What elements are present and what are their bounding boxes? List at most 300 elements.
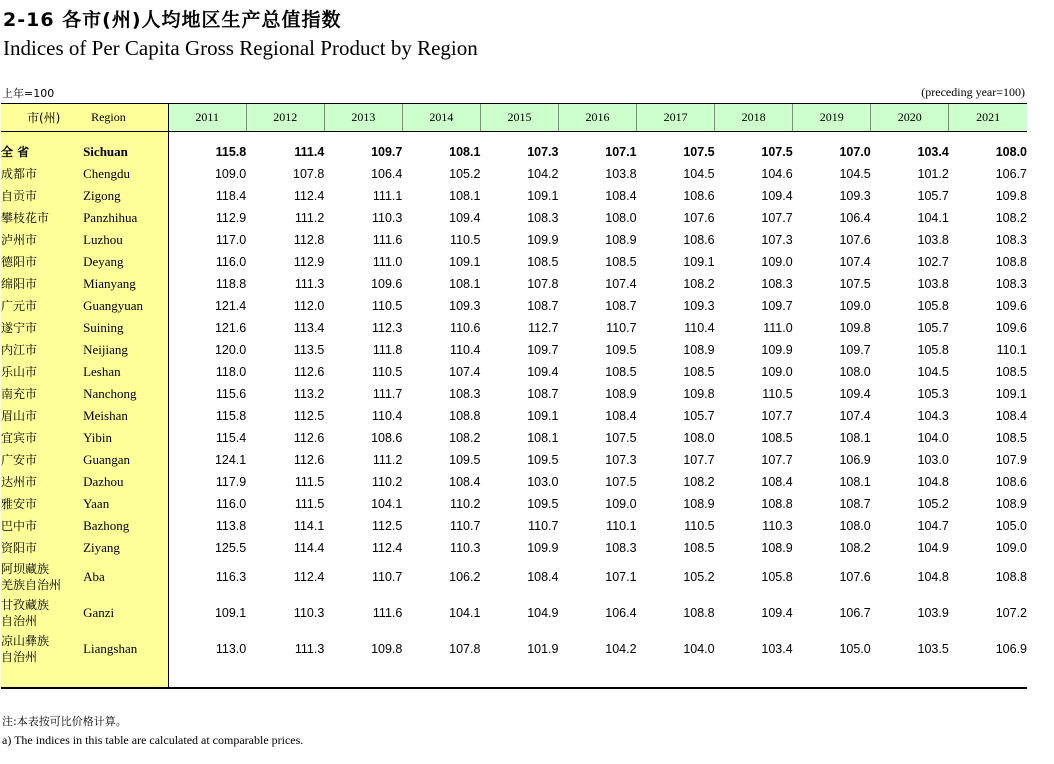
index-value-cell: 110.5 [371,365,403,379]
index-value-cell: 107.6 [683,211,715,225]
index-value-cell: 112.6 [293,365,325,379]
index-value-cell: 110.5 [762,387,793,401]
index-value-cell: 108.5 [761,431,793,445]
index-value-cell: 104.0 [917,431,949,445]
index-value-cell: 110.7 [371,570,403,584]
index-value-cell: 109.1 [214,606,247,620]
index-value-cell: 103.4 [761,642,793,656]
index-value-cell: 108.5 [995,431,1027,445]
region-name-cn-line: 羌族自治州 [1,578,62,592]
index-value-cell: 104.5 [683,167,715,181]
index-value-cell: 104.1 [371,497,403,511]
index-value-cell: 105.2 [917,497,949,511]
region-name-en: Suining [83,317,168,339]
index-value-cell: 108.5 [605,255,637,269]
index-value-cell: 109.6 [371,277,403,291]
index-value-cell: 121.6 [214,321,247,335]
table-row [1,471,1027,493]
table-row [1,295,1027,317]
index-value-cell: 109.6 [995,321,1027,335]
index-value-cell: 107.4 [839,255,871,269]
index-value-cell: 109.3 [683,299,715,313]
region-name-cn-line: 广元市 [1,299,38,313]
index-value-cell: 101.2 [917,167,949,181]
region-name-cn [1,595,83,631]
index-value-cell: 109.9 [761,343,793,357]
index-value-cell: 108.6 [995,475,1027,489]
index-value-cell: 109.1 [527,189,559,203]
index-value-cell: 104.5 [839,167,871,181]
index-value-cell: 107.5 [605,431,637,445]
index-value-cell: 105.0 [995,519,1027,533]
footnote-en: a) The indices in this table are calculated at comparable prices. [2,733,304,747]
region-name-cn-line: 德阳市 [1,255,38,269]
index-value-cell: 111.8 [372,343,403,357]
index-value-cell: 108.4 [761,475,793,489]
index-value-cell: 108.8 [683,606,715,620]
table-row [1,595,1027,631]
index-value-cell: 108.1 [449,145,481,159]
index-value-cell: 107.5 [761,145,793,159]
index-value-cell: 109.0 [995,541,1027,555]
index-value-cell: 112.4 [293,189,325,203]
table-row [1,515,1027,537]
index-value-cell: 108.9 [605,233,637,247]
index-value-cell: 106.2 [449,570,481,584]
index-value-cell: 108.3 [995,233,1027,247]
region-name-cn-line: 雅安市 [1,497,38,511]
column-header-region-en: Region [83,104,168,132]
table-row [1,207,1027,229]
index-value-cell: 105.7 [917,321,949,335]
index-value-cell: 108.4 [995,409,1027,423]
index-value-cell: 109.6 [995,299,1027,313]
index-value-cell: 109.5 [605,343,637,357]
index-value-cell: 108.2 [683,475,715,489]
index-value-cell: 125.5 [214,541,247,555]
index-value-cell: 111.5 [294,497,325,511]
region-name-en: Neijiang [83,339,168,361]
index-value-cell: 107.4 [449,365,481,379]
table-bottom-rule [1,667,1027,688]
index-value-cell: 108.8 [995,255,1027,269]
index-value-cell: 112.6 [293,453,325,467]
values-column-filler [168,667,1027,688]
index-value-cell: 117.9 [215,475,247,489]
region-column-filler [83,667,168,688]
index-value-cell: 108.2 [683,277,715,291]
region-name-en: Yibin [83,427,168,449]
index-value-cell: 107.6 [839,570,871,584]
index-value-cell: 110.7 [528,519,559,533]
table-row [1,631,1027,667]
index-value-cell: 104.9 [527,606,559,620]
table-row [1,339,1027,361]
index-value-cell: 112.8 [293,233,325,247]
index-value-cell: 102.7 [917,255,949,269]
index-value-cell: 109.8 [371,642,403,656]
region-name-cn [1,361,83,383]
index-value-cell: 105.8 [917,343,949,357]
index-value-cell: 108.1 [449,189,481,203]
index-value-cell: 109.3 [839,189,871,203]
index-value-cell: 109.7 [839,343,871,357]
index-value-cell: 105.0 [839,642,871,656]
page-title-en: Indices of Per Capita Gross Regional Product by Region [3,36,478,60]
index-value-cell: 110.3 [450,541,481,555]
region-name-en: Ziyang [83,537,168,559]
index-value-cell: 111.3 [294,277,325,291]
region-name-cn [1,295,83,317]
index-value-cell: 108.7 [527,387,559,401]
region-name-en: Sichuan [83,132,168,164]
region-name-en: Aba [83,559,168,595]
index-value-cell: 108.9 [995,497,1027,511]
index-value-cell: 103.0 [527,475,559,489]
region-name-cn [1,449,83,471]
column-header-year: 2014 [402,104,480,132]
index-value-cell: 112.0 [293,299,325,313]
index-value-cell: 108.1 [449,277,481,291]
index-value-cell: 111.6 [372,606,403,620]
index-value-cell: 111.0 [763,321,793,335]
region-name-cn [1,471,83,493]
region-name-cn [1,317,83,339]
region-name-en: Meishan [83,405,168,427]
index-value-cell: 118.0 [215,365,247,379]
index-value-cell: 105.2 [683,570,715,584]
index-value-cell: 108.5 [995,365,1027,379]
index-value-cell: 111.6 [372,233,403,247]
index-value-cell: 121.4 [214,299,247,313]
index-value-cell: 108.0 [683,431,715,445]
index-value-cell: 124.1 [214,453,247,467]
index-value-cell: 109.0 [214,167,247,181]
index-value-cell: 110.2 [450,497,481,511]
index-value-cell: 117.0 [215,233,247,247]
index-value-cell: 104.6 [761,167,793,181]
index-value-cell: 109.3 [449,299,481,313]
index-value-cell: 108.1 [527,431,559,445]
table-body [1,132,1027,689]
table-row [1,427,1027,449]
region-name-cn [1,185,83,207]
index-value-cell: 106.4 [371,167,403,181]
index-value-cell: 109.4 [839,387,871,401]
index-value-cell: 108.3 [605,541,637,555]
index-value-cell: 104.5 [917,365,949,379]
region-name-cn-line: 绵阳市 [1,277,38,291]
index-value-cell: 111.2 [294,211,325,225]
index-value-cell: 108.8 [761,497,793,511]
table-row [1,163,1027,185]
index-value-cell: 109.0 [761,255,793,269]
index-value-cell: 110.3 [371,211,403,225]
index-value-cell: 108.9 [683,497,715,511]
index-value-cell: 108.5 [683,541,715,555]
region-name-cn-line: 泸州市 [1,233,38,247]
index-value-cell: 108.7 [527,299,559,313]
region-name-cn-line: 乐山市 [1,365,38,379]
index-value-cell: 108.1 [839,431,871,445]
index-value-cell: 107.0 [839,145,871,159]
column-header-year: 2017 [637,104,715,132]
index-value-cell: 107.5 [839,277,871,291]
region-name-en: Ganzi [83,595,168,631]
index-value-cell: 108.6 [683,189,715,203]
index-value-cell: 106.9 [995,642,1027,656]
region-name-cn-line: 达州市 [1,475,38,489]
index-value-cell: 112.3 [371,321,403,335]
region-column-filler [1,667,83,688]
region-name-cn [1,537,83,559]
index-value-cell: 105.8 [761,570,793,584]
index-value-cell: 110.1 [606,519,637,533]
index-value-cell: 107.3 [761,233,793,247]
region-name-cn [1,515,83,537]
table-row [1,405,1027,427]
index-value-cell: 109.0 [605,497,637,511]
index-value-cell: 106.7 [995,167,1027,181]
region-name-cn [1,163,83,185]
index-value-cell: 113.4 [293,321,325,335]
index-value-cell: 106.4 [605,606,637,620]
index-value-cell: 115.4 [215,431,247,445]
index-value-cell: 107.5 [683,145,715,159]
index-value-cell: 108.9 [761,541,793,555]
index-value-cell: 107.3 [605,453,637,467]
region-name-cn [1,427,83,449]
region-name-cn [1,251,83,273]
index-value-cell: 110.4 [684,321,715,335]
index-value-cell: 109.1 [683,255,715,269]
region-name-cn [1,383,83,405]
index-value-cell: 109.4 [761,606,793,620]
index-value-cell: 110.7 [606,321,637,335]
index-value-cell: 116.3 [215,570,247,584]
index-value-cell: 108.0 [839,519,871,533]
index-value-cell: 109.7 [527,343,559,357]
region-name-cn [1,631,83,667]
index-value-cell: 108.3 [527,211,559,225]
index-value-cell: 105.8 [917,299,949,313]
index-value-cell: 109.4 [761,189,793,203]
index-value-cell: 103.8 [605,167,637,181]
column-header-year: 2011 [168,104,246,132]
table-row [1,383,1027,405]
index-value-cell: 112.7 [528,321,559,335]
index-value-cell: 110.5 [450,233,481,247]
index-value-cell: 105.2 [449,167,481,181]
index-value-cell: 116.0 [215,255,247,269]
index-value-cell: 110.4 [371,409,403,423]
region-name-cn-line: 成都市 [1,167,38,181]
region-name-cn [1,273,83,295]
index-value-cell: 112.9 [215,211,247,225]
index-value-cell: 104.2 [605,642,637,656]
index-value-cell: 104.2 [527,167,559,181]
index-value-cell: 109.0 [761,365,793,379]
table-row [1,361,1027,383]
region-name-cn-line: 巴中市 [1,519,38,533]
index-value-cell: 112.5 [293,409,325,423]
table-row [1,273,1027,295]
index-value-cell: 114.4 [293,541,325,555]
table-row [1,251,1027,273]
table-row-total [1,132,1027,164]
index-value-cell: 116.0 [215,497,247,511]
index-value-cell: 107.1 [605,570,637,584]
index-value-cell: 108.4 [527,570,559,584]
region-name-en: Mianyang [83,273,168,295]
table-row [1,493,1027,515]
region-name-cn [1,229,83,251]
index-value-cell: 110.6 [450,321,481,335]
column-header-year: 2016 [558,104,636,132]
region-name-cn-line: 眉山市 [1,409,38,423]
table-row [1,537,1027,559]
index-value-cell: 115.8 [215,145,247,159]
index-value-cell: 108.3 [995,277,1027,291]
index-value-cell: 108.0 [995,145,1027,159]
index-value-cell: 111.4 [294,145,325,159]
column-header-year: 2020 [871,104,949,132]
region-name-cn [1,207,83,229]
region-name-cn-line: 攀枝花市 [1,211,50,225]
unit-note-en: (preceding year=100) [921,85,1025,99]
index-value-cell: 109.5 [527,453,559,467]
index-value-cell: 103.4 [917,145,949,159]
index-value-cell: 112.4 [293,570,325,584]
region-name-cn-line: 阿坝藏族 [1,562,50,576]
index-value-cell: 108.7 [605,299,637,313]
index-value-cell: 108.2 [839,541,871,555]
index-value-cell: 108.9 [683,343,715,357]
index-value-cell: 106.4 [839,211,871,225]
region-name-en: Nanchong [83,383,168,405]
index-value-cell: 107.7 [761,453,793,467]
index-value-cell: 113.5 [293,343,325,357]
index-value-cell: 110.2 [371,475,403,489]
index-value-cell: 115.8 [215,409,247,423]
table-row [1,317,1027,339]
index-value-cell: 111.5 [294,475,325,489]
table-row [1,449,1027,471]
index-value-cell: 107.3 [527,145,559,159]
table-row [1,185,1027,207]
index-value-cell: 112.5 [371,519,403,533]
index-value-cell: 111.0 [372,255,403,269]
unit-note-cn: 上年=100 [2,87,55,100]
region-name-en: Luzhou [83,229,168,251]
index-value-cell: 107.7 [761,409,793,423]
index-value-cell: 110.1 [996,343,1027,357]
column-header-year: 2021 [949,104,1027,132]
index-value-cell: 109.8 [995,189,1027,203]
table-header-row [1,104,1027,132]
index-value-cell: 105.7 [917,189,949,203]
region-name-cn [1,405,83,427]
region-name-en: Dazhou [83,471,168,493]
index-value-cell: 109.1 [527,409,559,423]
index-value-cell: 109.8 [839,321,871,335]
index-value-cell: 108.6 [683,233,715,247]
region-name-en: Zigong [83,185,168,207]
index-value-cell: 104.1 [917,211,949,225]
index-value-cell: 110.4 [450,343,481,357]
region-name-cn [1,559,83,595]
index-value-cell: 108.3 [449,387,481,401]
index-value-cell: 109.9 [527,233,559,247]
footnote-cn: 注:本表按可比价格计算。 [2,715,127,728]
index-value-cell: 107.8 [527,277,559,291]
index-value-cell: 108.0 [839,365,871,379]
region-name-en: Leshan [83,361,168,383]
region-name-cn [1,339,83,361]
index-value-cell: 107.5 [605,475,637,489]
index-value-cell: 109.5 [527,497,559,511]
index-value-cell: 103.8 [917,277,949,291]
column-header-year: 2013 [324,104,402,132]
index-value-cell: 108.8 [449,409,481,423]
region-name-cn-line: 自治州 [1,650,38,664]
region-name-en: Guangyuan [83,295,168,317]
index-value-cell: 108.5 [605,365,637,379]
index-value-cell: 110.5 [371,299,403,313]
index-value-cell: 107.8 [293,167,325,181]
region-name-cn-line: 资阳市 [1,541,38,555]
column-header-year: 2019 [793,104,871,132]
index-value-cell: 108.1 [839,475,871,489]
index-value-cell: 109.0 [839,299,871,313]
index-value-cell: 109.7 [761,299,793,313]
index-value-cell: 113.2 [293,387,325,401]
table-row [1,559,1027,595]
index-value-cell: 103.0 [917,453,949,467]
index-value-cell: 112.9 [293,255,325,269]
index-value-cell: 107.1 [605,145,637,159]
index-value-cell: 106.9 [839,453,871,467]
index-value-cell: 112.6 [293,431,325,445]
index-value-cell: 104.0 [683,642,715,656]
index-value-cell: 109.7 [371,145,403,159]
index-value-cell: 110.7 [450,519,481,533]
table-row [1,229,1027,251]
index-value-cell: 118.4 [215,189,247,203]
index-value-cell: 108.9 [605,387,637,401]
index-value-cell: 108.5 [527,255,559,269]
index-value-cell: 105.3 [917,387,949,401]
column-header-year: 2018 [715,104,793,132]
column-header-year: 2012 [246,104,324,132]
index-value-cell: 109.8 [683,387,715,401]
index-value-cell: 109.4 [527,365,559,379]
index-value-cell: 113.0 [215,642,247,656]
index-value-cell: 106.7 [839,606,871,620]
index-value-cell: 104.7 [917,519,949,533]
region-name-cn-line: 遂宁市 [1,321,38,335]
region-name-en: Bazhong [83,515,168,537]
index-value-cell: 114.1 [293,519,325,533]
index-value-cell: 107.8 [449,642,481,656]
index-value-cell: 108.8 [995,570,1027,584]
index-value-cell: 108.2 [449,431,481,445]
region-name-cn-line: 广安市 [1,453,38,467]
index-value-cell: 107.2 [995,606,1027,620]
index-value-cell: 108.4 [449,475,481,489]
index-value-cell: 115.6 [215,387,247,401]
region-name-cn [1,493,83,515]
